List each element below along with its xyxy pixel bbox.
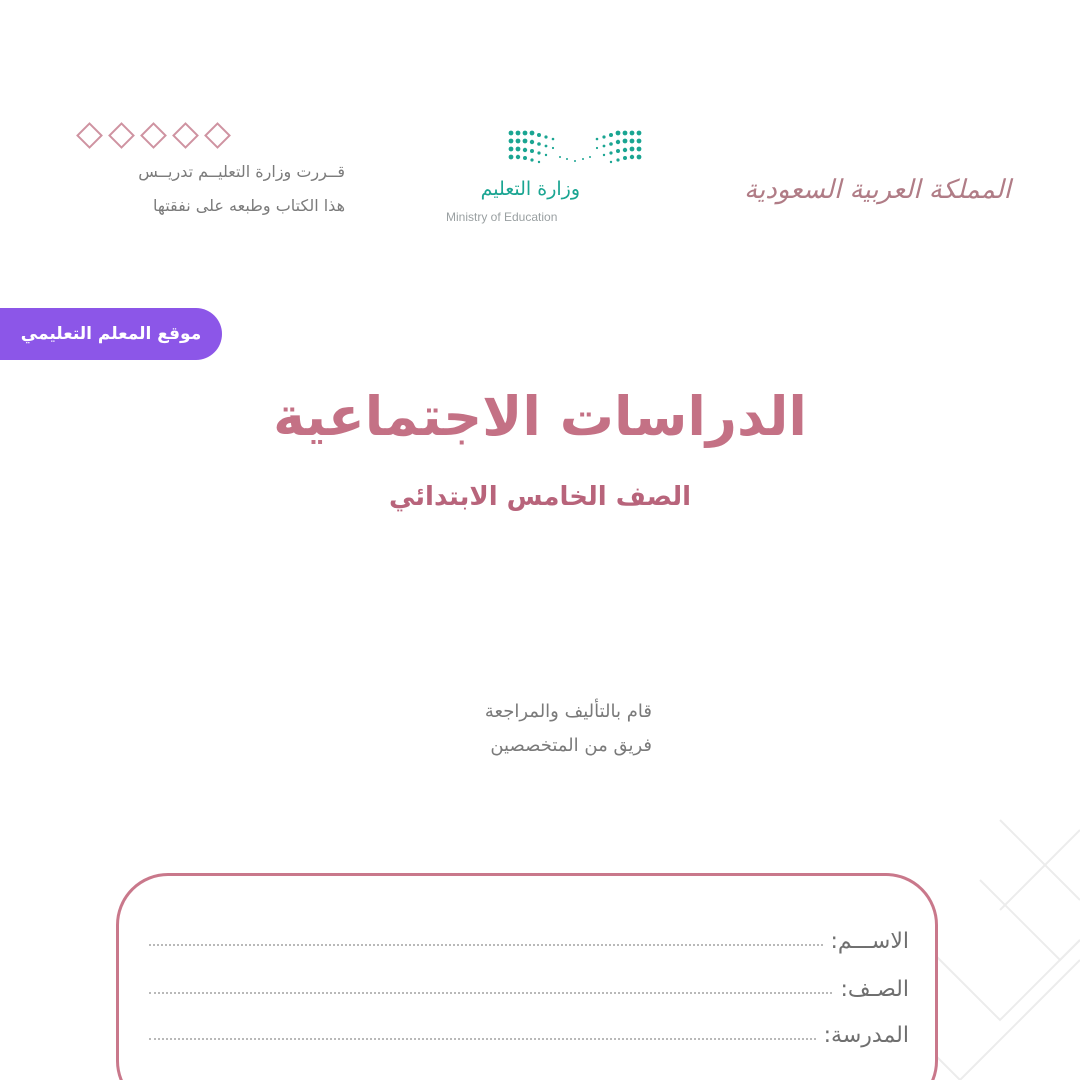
approval-block bbox=[70, 118, 345, 228]
student-class-field[interactable] bbox=[149, 990, 832, 994]
diamond-icon bbox=[204, 122, 231, 149]
student-school-row bbox=[149, 1014, 909, 1048]
student-class-label: الصـف: bbox=[840, 977, 909, 1002]
diamond-icon bbox=[76, 122, 103, 149]
student-school-field[interactable] bbox=[149, 1036, 816, 1040]
ministry-name-en: Ministry of Education bbox=[446, 210, 558, 224]
student-name-label: الاســـم: bbox=[830, 929, 909, 954]
diamond-icon bbox=[172, 122, 199, 149]
website-badge-label: موقع المعلم التعليمي bbox=[20, 324, 202, 344]
diamond-rating-icons bbox=[75, 120, 232, 151]
book-title: الدراسات الاجتماعية bbox=[273, 385, 807, 448]
student-class-row bbox=[149, 968, 909, 1002]
diamond-icon bbox=[140, 122, 167, 149]
grade-subtitle: الصف الخامس الابتدائي bbox=[388, 482, 692, 512]
saudi-arabia-emblem bbox=[744, 150, 1011, 230]
approval-line-1: قــررت وزارة التعليــم تدريــس bbox=[138, 162, 345, 181]
authors-block bbox=[380, 695, 652, 763]
ministry-dots-icon bbox=[505, 125, 645, 170]
emblem-text: المملكة العربية السعودية bbox=[744, 175, 1011, 205]
ministry-name-ar: وزارة التعليم bbox=[480, 178, 580, 200]
diamond-icon bbox=[108, 122, 135, 149]
authors-line-2: فريق من المتخصصين bbox=[490, 735, 652, 756]
student-school-label: المدرسة: bbox=[823, 1023, 909, 1048]
website-badge[interactable] bbox=[0, 308, 222, 360]
student-name-row bbox=[149, 920, 909, 954]
authors-line-1: قام بالتأليف والمراجعة bbox=[484, 701, 652, 722]
approval-line-2: هذا الكتاب وطبعه على نفقتها bbox=[152, 196, 345, 215]
ministry-logo bbox=[440, 120, 650, 230]
student-info-box bbox=[116, 873, 938, 1080]
student-name-field[interactable] bbox=[149, 942, 823, 946]
